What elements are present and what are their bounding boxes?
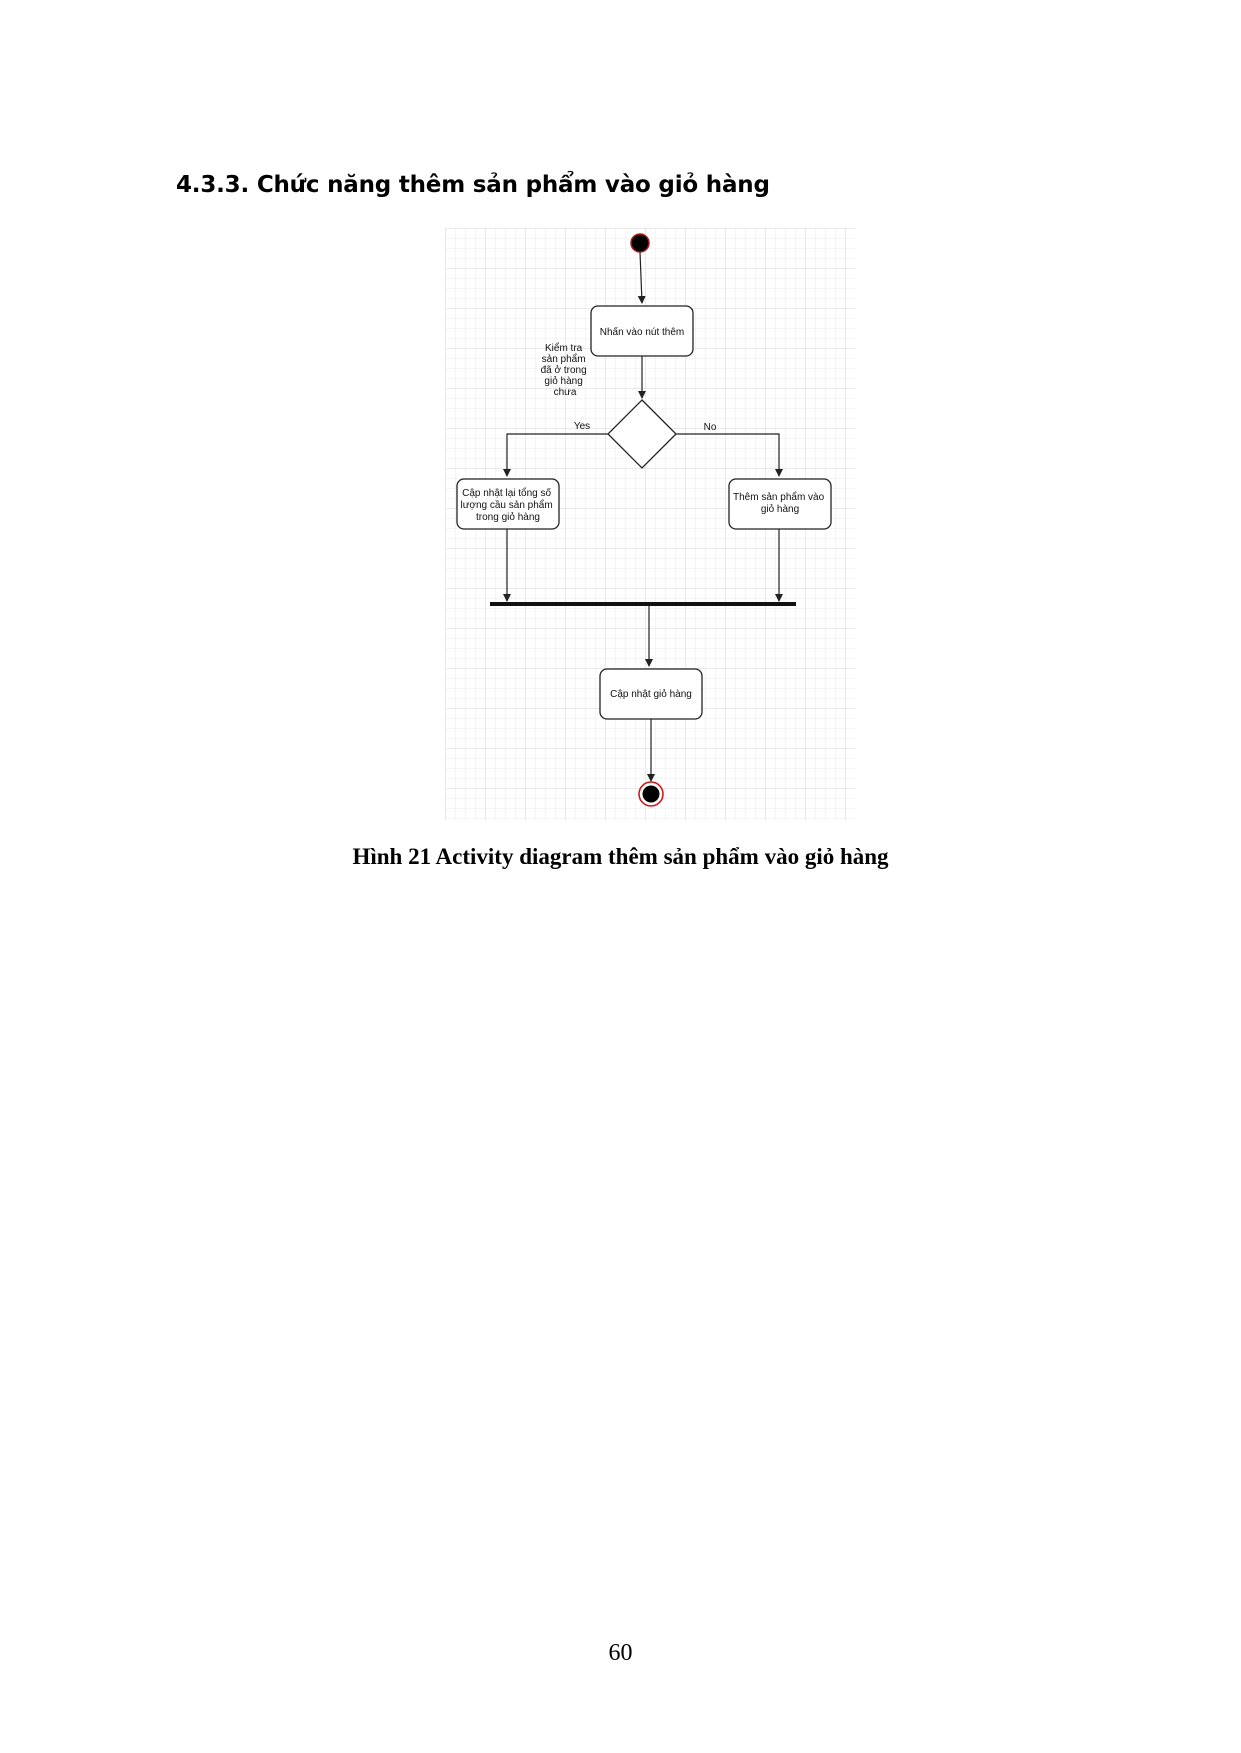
action-update-quantity-label: Cập nhật lại tổng số lượng cầu sản phẩm trong giỏ hàng	[460, 488, 553, 523]
end-node	[643, 786, 660, 803]
activity-diagram	[445, 228, 855, 820]
section-heading: 4.3.3. Chức năng thêm sản phẩm vào giỏ hàng	[176, 172, 770, 198]
branch-yes-label: Yes	[573, 421, 591, 432]
join-bar	[490, 602, 796, 606]
branch-no-label: No	[703, 422, 717, 433]
action-add-product-label: Thêm sản phẩm vào giỏ hàng	[733, 492, 825, 515]
action-update-cart-label: Cập nhật giỏ hàng	[610, 689, 692, 700]
figure-caption: Hình 21 Activity diagram thêm sản phẩm vào giỏ hàng	[352, 844, 889, 869]
page-number: 60	[608, 1640, 633, 1666]
activity-diagram-canvas	[445, 228, 855, 820]
guard-note: Kiểm tra sản phẩm đã ở trong giỏ hàng chưa	[540, 343, 587, 398]
start-node	[631, 234, 649, 252]
action-click-add-label: Nhấn vào nút thêm	[599, 327, 685, 338]
